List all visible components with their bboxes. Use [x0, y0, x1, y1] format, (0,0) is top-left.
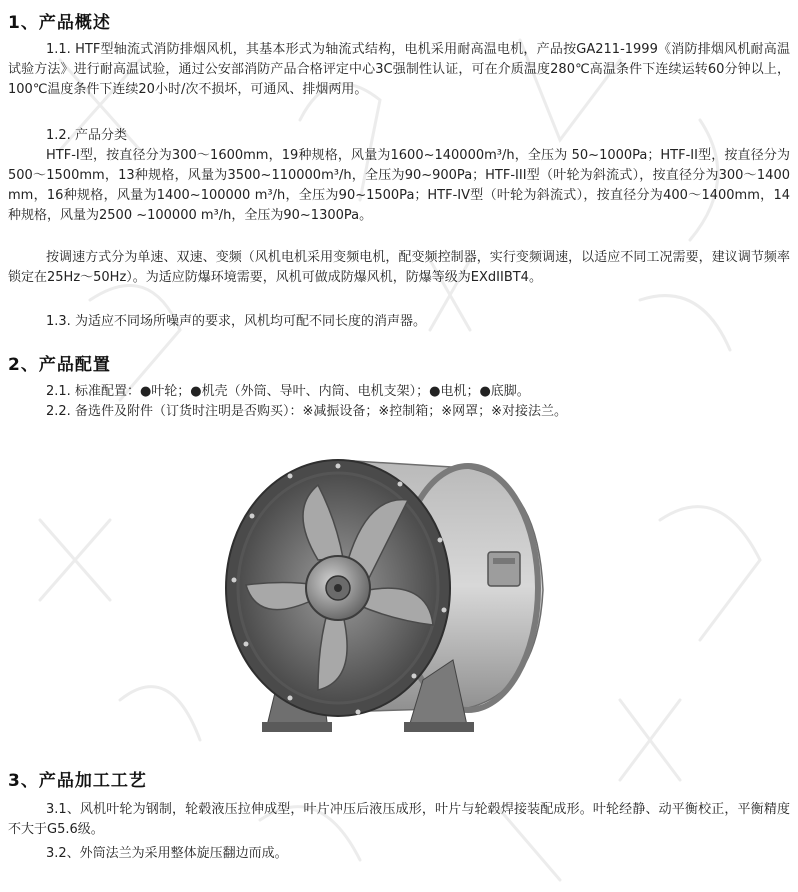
paragraph-1-1: 1.1. HTF型轴流式消防排烟风机，其基本形式为轴流式结构，电机采用耐高温电机，产品按GA211-1999《消防排烟风机耐高温试验方法》进行耐高温试验，通过公安部消防产品合格评定中心3C强制性认证，可在介质温度280℃高温条件下连续运转60分钟以上，100℃温度条件下连续20小时/次不损坏，可通风、排烟两用。 [8, 42, 790, 97]
paragraph-1-2-title: 1.2. 产品分类 [46, 128, 127, 143]
paragraph-product-types: HTF-I型，按直径分为300～1600mm，19种规格，风量为1600~140000m³/h，全压为 50~1000Pa；HTF-II型，按直径分为500～1500mm，13种规格，风量为3500~110000m³/h，全压为90~900Pa；HTF-III型（叶轮为斜流式），按直径分为300～1400mm，16种规格，风量为1400~100000 m³/h，全压为90~1500Pa；HTF-IV型（叶轮为斜流式），按直径分为400～1400mm，14种规格，风量为2500 ~100000 m³/h，全压为90~1300Pa。 [8, 148, 790, 223]
section-title-overview: 1、产品概述 [8, 13, 111, 33]
paragraph-2-2: 2.2. 备选件及附件（订货时注明是否购买）：※减振设备；※控制箱；※网罩；※对接法兰。 [46, 404, 568, 419]
paragraph-3-2: 3.2、外筒法兰为采用整体旋压翻边而成。 [46, 846, 288, 861]
paragraph-speed-control: 按调速方式分为单速、双速、变频（风机电机采用变频电机，配变频控制器，实行变频调速，以适应不同工况需要，建议调节频率锁定在25Hz～50Hz）。为适应防爆环境需要，风机可做成防爆风机，防爆等级为EXdIIBT4。 [8, 250, 790, 285]
paragraph-3-1: 3.1、风机叶轮为钢制，轮毂液压拉伸成型，叶片冲压后液压成形，叶片与轮毂焊接装配成形。叶轮经静、动平衡校正，平衡精度不大于G5.6级。 [8, 802, 790, 837]
section-title-process: 3、产品加工工艺 [8, 771, 147, 791]
paragraph-1-3: 1.3. 为适应不同场所噪声的要求，风机均可配不同长度的消声器。 [46, 314, 426, 329]
axial-fan-image [218, 440, 588, 736]
paragraph-2-1: 2.1. 标准配置：●叶轮；●机壳（外筒、导叶、内筒、电机支架）；●电机；●底脚。 [46, 384, 530, 399]
section-title-configuration: 2、产品配置 [8, 355, 111, 375]
